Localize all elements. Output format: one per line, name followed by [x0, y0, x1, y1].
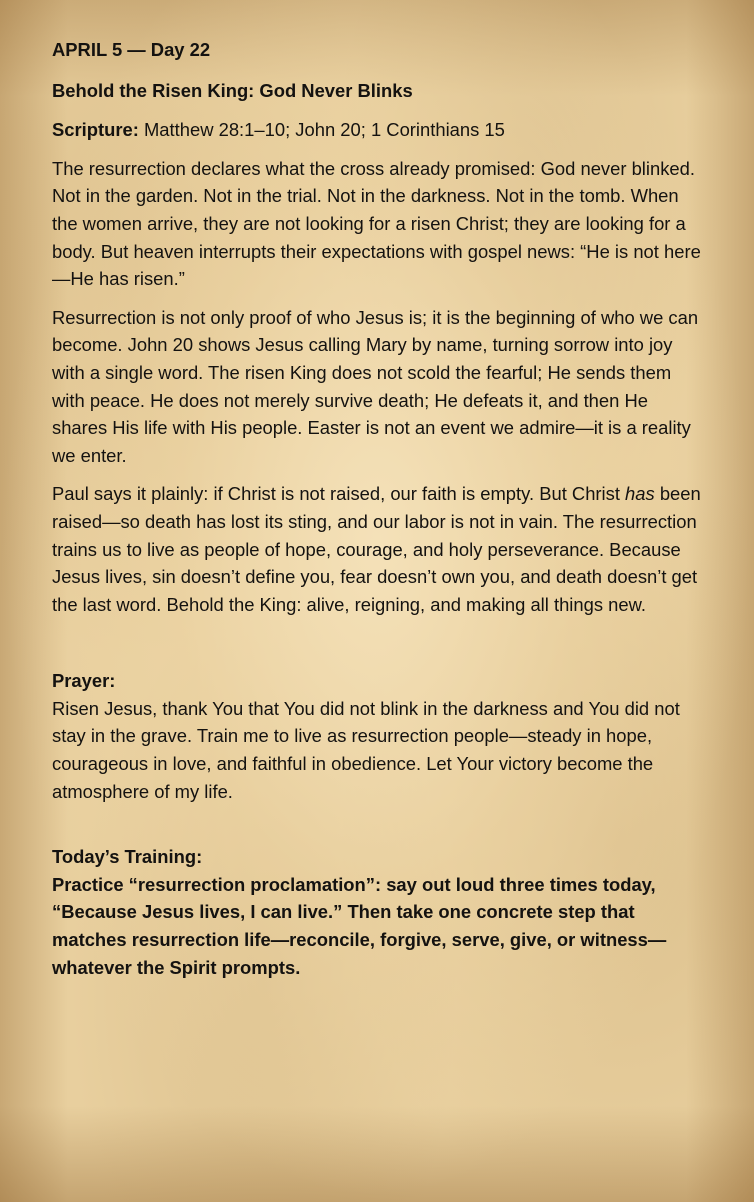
body-paragraph-3-start: Paul says it plainly: if Christ is not raised, our faith is empty. But Christ [52, 483, 626, 505]
body-paragraph-3-end: been raised—so death has lost its sting, and our labor is not in vain. The resurrection trains us to live as people of hope, courage, and holy perseverance. Because Jesus lives, sin doesn’t define you, fear doesn’t own you, and death doesn’t get the last word. Behold the King: alive, reigning, and making all things new. [52, 483, 701, 615]
scripture-reference [52, 116, 702, 144]
prayer-heading: Prayer: [52, 670, 116, 692]
body-paragraph-2: Resurrection is not only proof of who Jesus is; it is the beginning of who we can become. John 20 shows Jesus calling Mary by name, turning sorrow into joy with a single word. The risen King does not scold the fearful; He sends them with peace. He does not merely survive death; He defeats it, and then He shares His life with His people. Easter is not an event we admire—it is a reality we enter. [52, 306, 699, 466]
scripture-label: Scripture: [52, 119, 139, 141]
section-spacer [52, 805, 702, 843]
prayer-text: Risen Jesus, thank You that You did not blink in the darkness and You did not stay in the grave. Train me to live as resurrection people—steady in hope, courageous in love, and faithful in obedience. Let Your victory become the atmosphere of my life. [52, 697, 680, 802]
emphasis-has: has [625, 483, 655, 505]
scripture-refs: Matthew 28:1–10; John 20; 1 Corinthians 15 [138, 119, 505, 141]
training-text: Practice “resurrection proclamation”: say out loud three times today, “Because Jesus lives, I can live.” Then take one concrete step that matches resurrection life—reconcile, forgive, serve, give, or witness—whatever the Spirit prompts. [52, 873, 667, 978]
training-heading: Today’s Training: [52, 846, 203, 868]
body-paragraph-1: The resurrection declares what the cross already promised: God never blinked. Not in the garden. Not in the trial. Not in the darkness. Not in the tomb. When the women arrive, they are not looking for a risen Christ; they are looking for a body. But heaven interrupts their expectations with gospel news: “He is not here—He has risen.” [52, 157, 701, 290]
section-spacer [52, 629, 702, 667]
dateline: APRIL 5 — Day 22 [52, 39, 211, 60]
body-paragraph-3 [52, 480, 702, 618]
devotional-page [52, 36, 702, 981]
devotional-title: Behold the Risen King: God Never Blinks [52, 79, 413, 101]
